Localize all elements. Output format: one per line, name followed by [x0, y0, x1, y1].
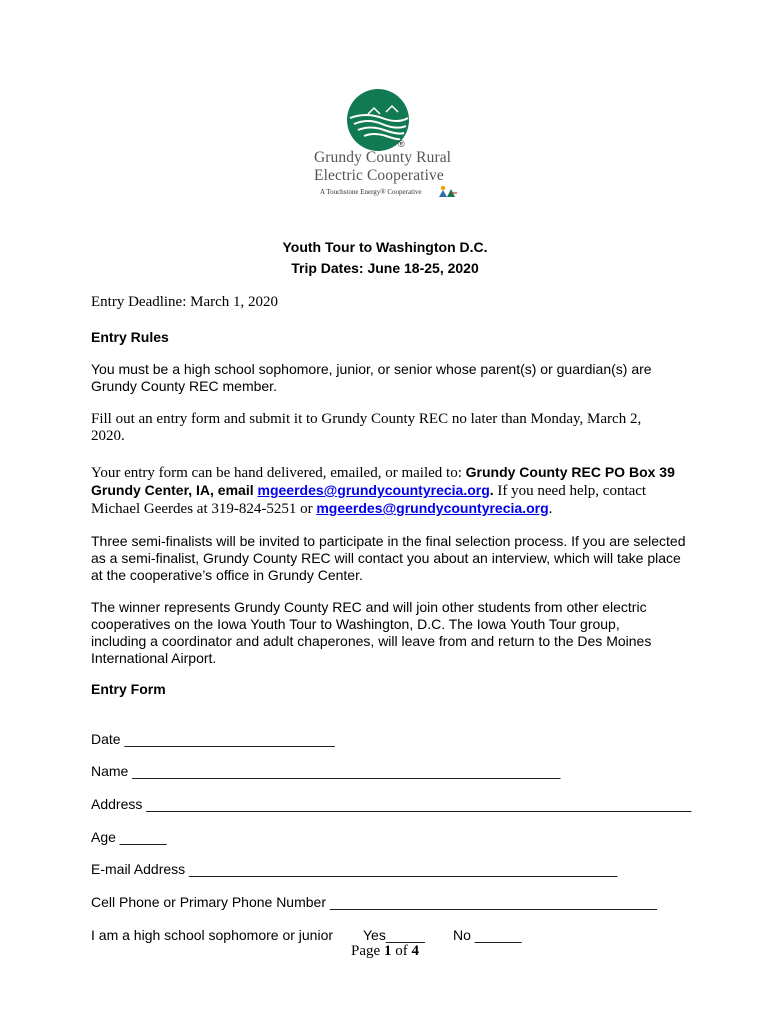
entry-deadline: Entry Deadline: March 1, 2020	[91, 294, 279, 310]
organization-name-line1: Grundy County Rural	[314, 149, 452, 166]
email-period: .	[489, 482, 494, 498]
submission-method-intro: Your entry form can be hand delivered, emailed, or mailed to:	[91, 465, 466, 481]
mailing-address: Grundy County REC PO Box 39 Grundy Center, IA, email	[91, 464, 675, 498]
grade-yes-field[interactable]: Yes_____	[363, 927, 425, 943]
email-link-primary[interactable]: mgeerdes@grundycountyrecia.org	[257, 482, 490, 498]
tagline: A Touchstone Energy® Cooperative	[320, 188, 422, 196]
page-prefix: Page	[351, 943, 384, 959]
touchstone-energy-icon	[437, 184, 459, 198]
grade-question: I am a high school sophomore or junior	[91, 927, 334, 943]
page-of: of	[391, 943, 412, 959]
contact-help-text: If you need help, contact Michael Geerdes at 319-824-5251 or	[91, 483, 647, 517]
semifinalist-paragraph: Three semi-finalists will be invited to participate in the final selection process. If you are selected as a semi-finalist, Grundy County REC will contact you about an interview, which will take place at the cooperative’s office in Grundy Center.	[91, 533, 686, 583]
entry-form-heading: Entry Form	[91, 681, 166, 697]
document-title: Youth Tour to Washington D.C.	[282, 239, 488, 255]
grade-no-field[interactable]: No ______	[453, 927, 522, 943]
submission-method-paragraph	[91, 464, 681, 518]
contact-period: .	[548, 501, 553, 517]
page-current: 1	[383, 943, 392, 959]
email-link-contact[interactable]: mgeerdes@grundycountyrecia.org	[316, 500, 549, 516]
registered-mark: ®	[398, 139, 405, 149]
address-field[interactable]: Address ______________________________________________________________________	[91, 796, 692, 812]
name-field[interactable]: Name _______________________________________________________	[91, 763, 561, 779]
organization-name-line2: Electric Cooperative	[314, 167, 444, 184]
page-total: 4	[411, 943, 419, 959]
phone-field[interactable]: Cell Phone or Primary Phone Number __________________________________________	[91, 894, 657, 910]
trip-dates: Trip Dates: June 18-25, 2020	[291, 260, 479, 276]
date-field[interactable]: Date ___________________________	[91, 731, 335, 747]
eligibility-paragraph: You must be a high school sophomore, junior, or senior whose parent(s) or guardian(s) are Grundy County REC member.	[91, 361, 652, 394]
page-number	[0, 943, 770, 960]
entry-rules-heading: Entry Rules	[91, 329, 169, 345]
winner-paragraph: The winner represents Grundy County REC and will join other students from other electric cooperatives on the Iowa Youth Tour to Washington, D.C. The Iowa Youth Tour group, including a coordinator and adult chaperones, will leave from and return to the Des Moines International Airport.	[91, 599, 652, 666]
email-field[interactable]: E-mail Address _______________________________________________________	[91, 861, 618, 877]
submission-deadline-paragraph: Fill out an entry form and submit it to Grundy County REC no later than Monday, March 2, 2020.	[91, 411, 642, 444]
age-field[interactable]: Age ______	[91, 829, 167, 845]
